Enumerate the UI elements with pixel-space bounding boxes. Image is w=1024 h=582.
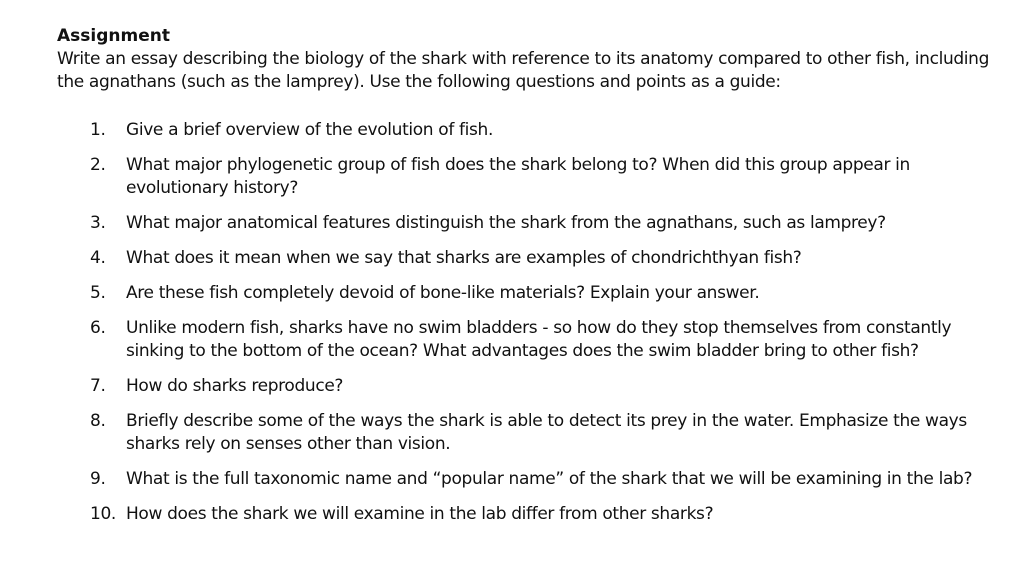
list-item bbox=[90, 468, 990, 491]
list-item bbox=[90, 375, 990, 398]
item-text: Are these fish completely devoid of bone-like materials? Explain your answer. bbox=[126, 283, 760, 303]
assignment-document bbox=[57, 25, 997, 524]
assignment-intro: Write an essay describing the biology of the shark with reference to its anatomy compared to other fish, including the agnathans (such as the lamprey). Use the following questions and points as a guide: bbox=[57, 49, 990, 92]
list-item bbox=[90, 282, 990, 305]
item-number: 6. bbox=[90, 318, 106, 338]
list-item bbox=[90, 410, 990, 456]
item-text: What major anatomical features distinguish the shark from the agnathans, such as lamprey? bbox=[126, 213, 886, 233]
item-number: 3. bbox=[90, 213, 106, 233]
item-number: 2. bbox=[90, 155, 106, 175]
list-item bbox=[90, 154, 990, 200]
list-item bbox=[90, 247, 990, 270]
list-item bbox=[90, 317, 990, 363]
item-number: 4. bbox=[90, 248, 106, 268]
item-text: What major phylogenetic group of fish does the shark belong to? When did this group appear in evolutionary history? bbox=[126, 155, 910, 198]
question-list bbox=[90, 119, 990, 538]
item-number: 8. bbox=[90, 411, 106, 431]
item-text: How does the shark we will examine in the lab differ from other sharks? bbox=[126, 504, 714, 524]
item-number: 10. bbox=[90, 504, 116, 524]
document-title: Assignment bbox=[57, 26, 170, 46]
item-text: What does it mean when we say that sharks are examples of chondrichthyan fish? bbox=[126, 248, 802, 268]
item-text: Briefly describe some of the ways the shark is able to detect its prey in the water. Emphasize the ways sharks rely on senses other than vision. bbox=[126, 411, 967, 454]
item-text: Give a brief overview of the evolution of fish. bbox=[126, 120, 494, 140]
list-item bbox=[90, 212, 990, 235]
item-text: What is the full taxonomic name and “popular name” of the shark that we will be examining in the lab? bbox=[126, 469, 973, 489]
item-number: 7. bbox=[90, 376, 106, 396]
item-text: How do sharks reproduce? bbox=[126, 376, 344, 396]
item-number: 1. bbox=[90, 120, 106, 140]
item-number: 9. bbox=[90, 469, 106, 489]
list-item bbox=[90, 119, 990, 142]
item-number: 5. bbox=[90, 283, 106, 303]
item-text: Unlike modern fish, sharks have no swim bladders - so how do they stop themselves from constantly sinking to the bottom of the ocean? What advantages does the swim bladder bring to other fish? bbox=[126, 318, 952, 361]
list-item bbox=[90, 503, 990, 526]
